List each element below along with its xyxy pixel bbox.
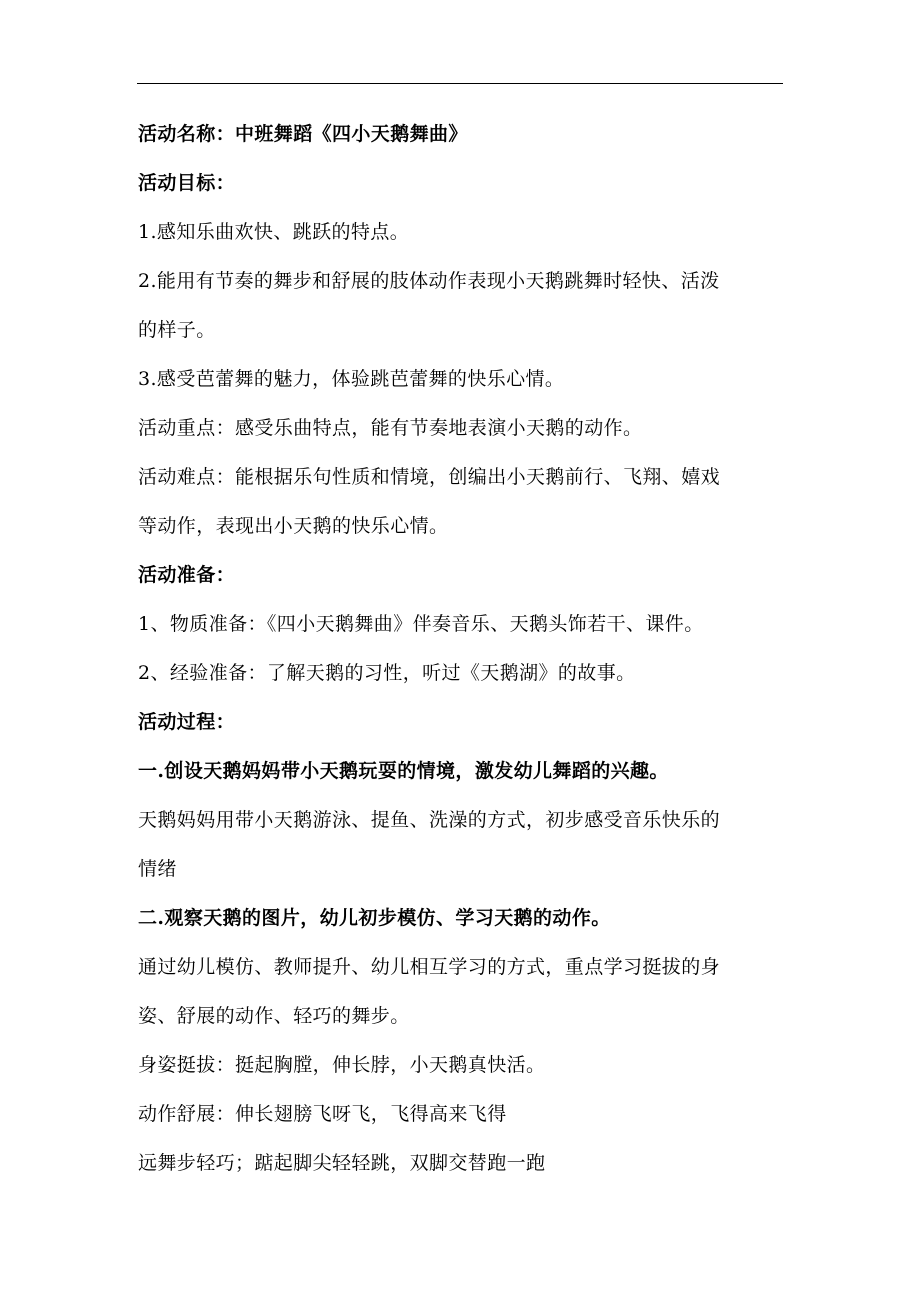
step-text-line: 天鹅妈妈用带小天鹅游泳、提鱼、洗澡的方式，初步感受音乐快乐的	[138, 809, 721, 831]
difficulty-line: 活动难点：能根据乐句性质和情境，创编出小天鹅前行、飞翔、嬉戏	[138, 466, 721, 488]
step-heading: 一.创设天鹅妈妈带小天鹅玩耍的情境，激发幼儿舞蹈的兴趣。	[138, 760, 669, 782]
document-body	[138, 110, 788, 1188]
step-text-line: 情绪	[138, 858, 177, 880]
objective-line: 的样子。	[138, 319, 216, 341]
objective-line: 3.感受芭蕾舞的魅力，体验跳芭蕾舞的快乐心情。	[138, 368, 565, 390]
objective-line: 1.感知乐曲欢快、跳跃的特点。	[138, 221, 410, 243]
step-text-line: 姿、舒展的动作、轻巧的舞步。	[138, 1005, 410, 1027]
header-rule	[137, 83, 783, 84]
step-text-line: 通过幼儿模仿、教师提升、幼儿相互学习的方式，重点学习挺拔的身	[138, 956, 721, 978]
step-text-line: 远舞步轻巧；踮起脚尖轻轻跳，双脚交替跑一跑	[138, 1152, 546, 1174]
activity-name-line: 活动名称：中班舞蹈《四小天鹅舞曲》	[138, 123, 468, 145]
preparation-heading: 活动准备：	[138, 564, 236, 586]
step-heading: 二.观察天鹅的图片，幼儿初步模仿、学习天鹅的动作。	[138, 907, 611, 929]
objective-line: 2.能用有节奏的舞步和舒展的肢体动作表现小天鹅跳舞时轻快、活泼	[138, 270, 720, 292]
preparation-line: 1、物质准备：《四小天鹅舞曲》伴奏音乐、天鹅头饰若干、课件。	[138, 613, 704, 635]
objectives-heading: 活动目标：	[138, 172, 236, 194]
preparation-line: 2、经验准备：了解天鹅的习性，听过《天鹅湖》的故事。	[138, 662, 636, 684]
step-text-line: 身姿挺拔：挺起胸膛，伸长脖，小天鹅真快活。	[138, 1054, 546, 1076]
step-text-line: 动作舒展：伸长翅膀飞呀飞，飞得高来飞得	[138, 1103, 507, 1125]
difficulty-line: 等动作，表现出小天鹅的快乐心情。	[138, 515, 449, 537]
key-point-line: 活动重点：感受乐曲特点，能有节奏地表演小天鹅的动作。	[138, 417, 643, 439]
process-heading: 活动过程：	[138, 711, 236, 733]
